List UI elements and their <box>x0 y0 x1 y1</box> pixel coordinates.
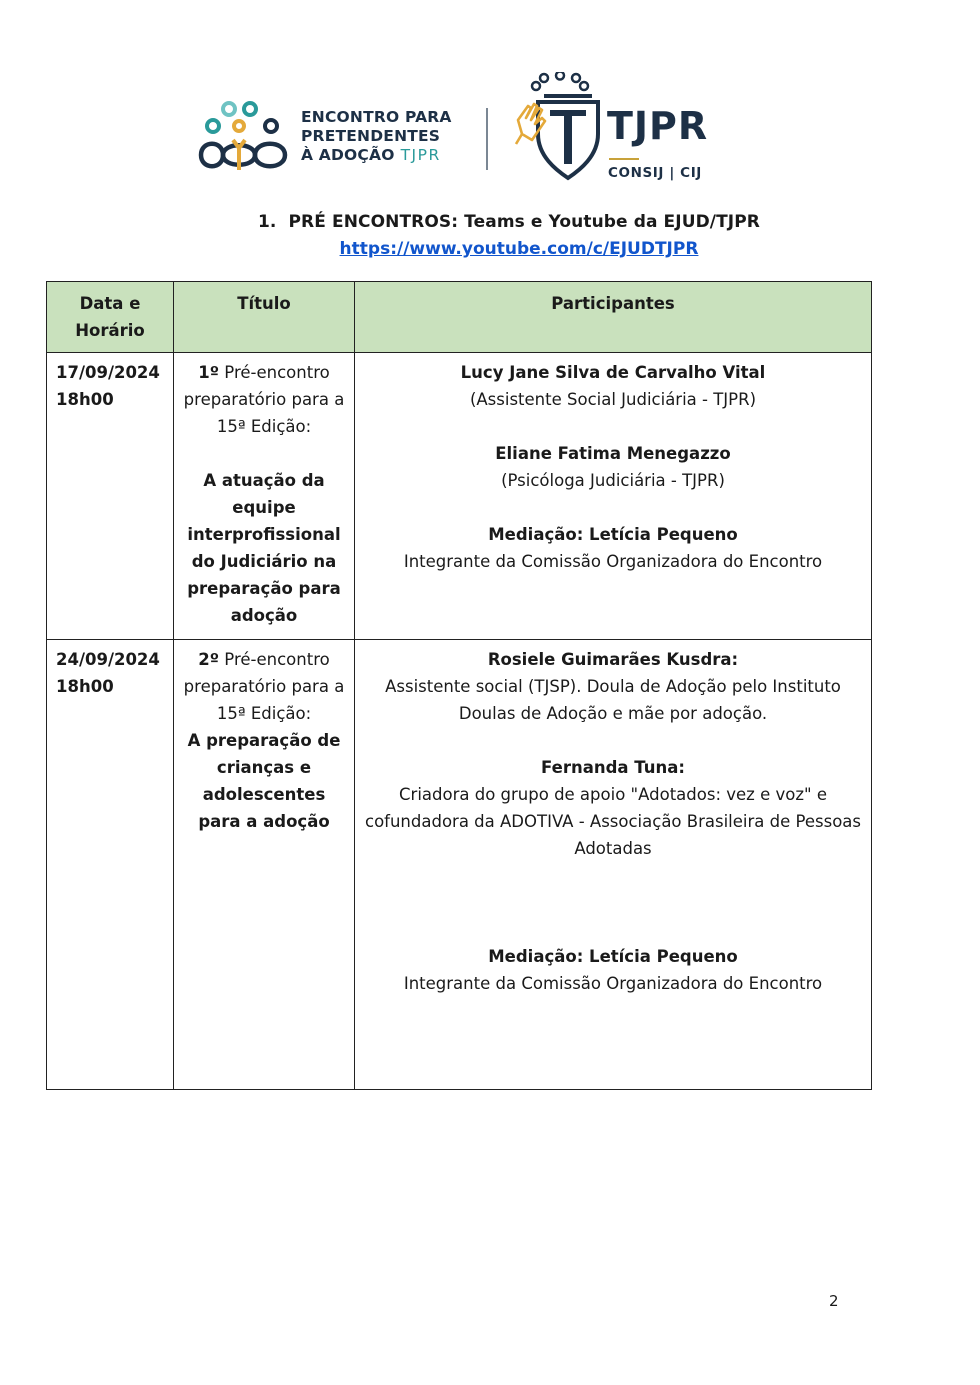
participant-role: Assistente social (TJSP). Doula de Adoção pelo Instituto Doulas de Adoção e mãe por adoção. <box>385 677 841 723</box>
mediator-name: Mediação: Letícia Pequeno <box>488 525 738 544</box>
row-date: 17/09/2024 <box>56 363 160 382</box>
row-participants-cell <box>355 353 872 640</box>
logo-line-3: À ADOÇÃO TJPR <box>301 146 441 164</box>
mediator-role: Integrante da Comissão Organizadora do Encontro <box>403 552 823 571</box>
logo-tag: TJPR <box>400 146 441 164</box>
row-time: 18h00 <box>56 390 114 409</box>
participant-name: Lucy Jane Silva de Carvalho Vital <box>460 363 766 382</box>
tjpr-crest-icon <box>514 72 606 184</box>
participant-role: (Assistente Social Judiciária - TJPR) <box>469 390 757 409</box>
row-title-cell <box>174 640 355 1090</box>
participant-name: Eliane Fatima Menegazzo <box>495 444 731 463</box>
section-title: PRÉ ENCONTROS: Teams e Youtube da EJUD/TJPR <box>288 212 760 232</box>
row-title-intro: 2º Pré-encontro preparatório para a 15ª Edição: <box>183 650 345 723</box>
row-time: 18h00 <box>56 677 114 696</box>
mediator-name: Mediação: Letícia Pequeno <box>488 947 738 966</box>
row-date: 24/09/2024 <box>56 650 160 669</box>
logo-tjpr <box>514 72 724 187</box>
participant-role: (Psicóloga Judiciária - TJPR) <box>501 471 725 490</box>
participant-name: Rosiele Guimarães Kusdra: <box>487 650 739 669</box>
header-divider <box>486 108 488 170</box>
row-date-cell <box>47 640 174 1090</box>
header-date: Data e Horário <box>47 282 174 353</box>
logo-encontro <box>193 100 458 175</box>
tjpr-rule <box>609 158 639 160</box>
row-title-bold: A atuação da equipe interprofissional do Judiciário na preparação para adoção <box>187 471 341 625</box>
schedule-table <box>46 281 872 1090</box>
participant-role: Criadora do grupo de apoio "Adotados: vez e voz" e cofundadora da ADOTIVA - Associação Brasileira de Pessoas Adotadas <box>365 785 861 858</box>
logo-encontro-text <box>301 108 461 165</box>
logo-line-2: PRETENDENTES <box>301 127 441 145</box>
row-title-intro: 1º Pré-encontro preparatório para a 15ª Edição: <box>183 363 345 436</box>
row-participants-cell <box>355 640 872 1090</box>
people-infinity-icon <box>193 100 293 175</box>
header-title: Título <box>174 282 355 353</box>
participant-name: Fernanda Tuna: <box>541 758 685 777</box>
youtube-link[interactable]: https://www.youtube.com/c/EJUDTJPR <box>339 239 699 259</box>
logo-line-1: ENCONTRO PARA <box>301 108 452 126</box>
mediator-role: Integrante da Comissão Organizadora do Encontro <box>403 974 823 993</box>
table-row <box>47 640 872 1090</box>
row-title-cell <box>174 353 355 640</box>
table-row <box>47 353 872 640</box>
row-title-bold: A preparação de crianças e adolescentes para a adoção <box>187 731 341 831</box>
section-heading <box>258 212 760 232</box>
table-header-row <box>47 282 872 353</box>
tjpr-title: TJPR <box>607 104 709 148</box>
tjpr-subtitle: CONSIJ | CIJ <box>608 165 702 181</box>
page-number: 2 <box>829 1292 839 1310</box>
header-participants: Participantes <box>355 282 872 353</box>
row-date-cell <box>47 353 174 640</box>
section-number: 1. <box>258 212 277 232</box>
